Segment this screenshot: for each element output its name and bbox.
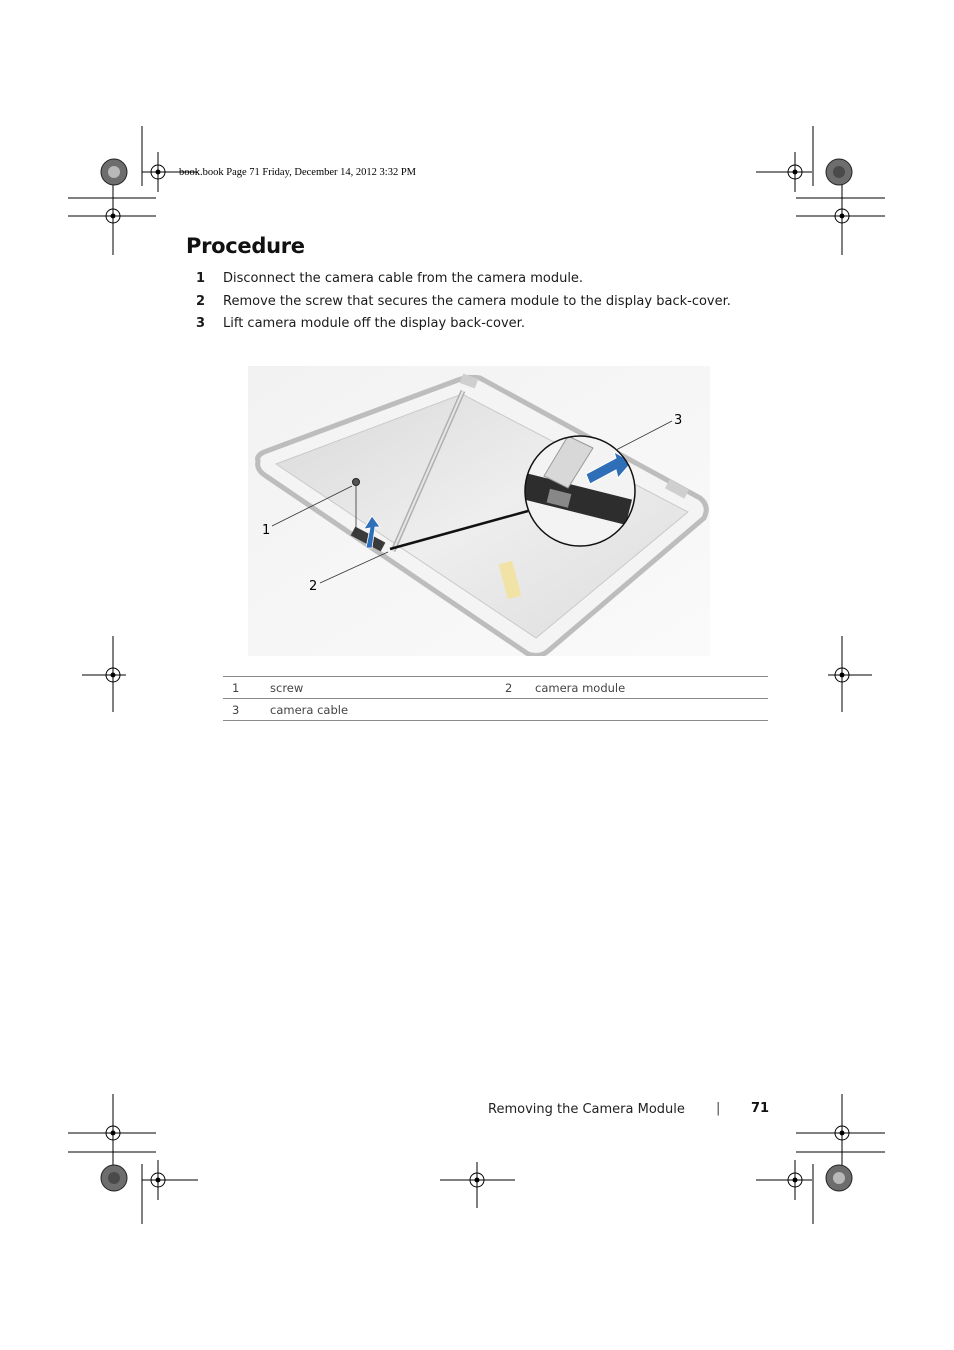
callout-2: 2	[309, 579, 318, 594]
step-number: 2	[196, 293, 206, 309]
footer-separator: |	[716, 1101, 721, 1116]
step-item	[196, 293, 796, 316]
camera-module-illustration	[248, 366, 710, 656]
page-title: Procedure	[186, 234, 305, 258]
step-number: 3	[196, 316, 206, 331]
legend-number: 3	[232, 702, 240, 717]
print-header: book.book Page 71 Friday, December 14, 2012 3:32 PM	[179, 167, 416, 178]
step-text: Lift camera module off the display back-cover.	[223, 316, 525, 331]
procedure-steps	[196, 270, 796, 338]
table-row	[223, 677, 768, 699]
legend-number: 2	[505, 680, 513, 695]
step-item	[196, 270, 796, 293]
callout-legend-table	[223, 676, 768, 721]
legend-number	[505, 699, 535, 721]
step-item	[196, 315, 796, 338]
legend-label: screw	[270, 680, 304, 695]
legend-label: camera module	[535, 680, 626, 695]
step-text: Disconnect the camera cable from the camera module.	[223, 271, 584, 286]
page-number: 71	[751, 1101, 770, 1116]
screw	[353, 479, 360, 486]
step-text: Remove the screw that secures the camera module to the display back-cover.	[223, 293, 731, 309]
footer-section-title: Removing the Camera Module	[488, 1102, 685, 1117]
legend-number: 1	[232, 680, 240, 695]
legend-label: camera cable	[270, 702, 349, 717]
legend-label	[535, 699, 768, 721]
callout-3: 3	[674, 413, 683, 428]
step-number: 1	[196, 271, 206, 286]
table-row	[223, 699, 768, 721]
callout-1: 1	[262, 523, 271, 538]
